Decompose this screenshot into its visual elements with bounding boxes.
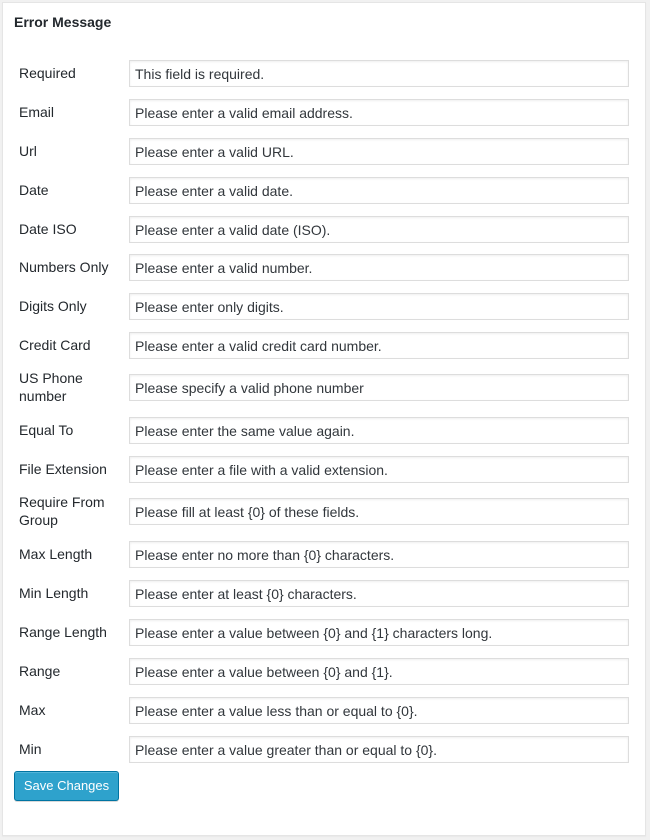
field-label: Require From Group	[19, 494, 105, 528]
error-message-input[interactable]	[129, 216, 629, 243]
error-message-input[interactable]	[129, 619, 629, 646]
save-changes-button[interactable]: Save Changes	[14, 771, 119, 801]
error-message-input[interactable]	[129, 658, 629, 685]
field-label: Min Length	[19, 585, 89, 601]
error-message-panel	[2, 2, 646, 836]
error-message-input[interactable]	[129, 417, 629, 444]
field-label: Range Length	[19, 624, 107, 640]
error-message-input[interactable]	[129, 60, 629, 87]
field-label: Date	[19, 182, 49, 198]
error-message-input[interactable]	[129, 293, 629, 320]
field-label: Date ISO	[19, 221, 77, 237]
field-label: Credit Card	[19, 337, 91, 353]
field-label: Max Length	[19, 546, 93, 562]
field-label: Url	[19, 143, 37, 159]
field-label: US Phone number	[19, 370, 83, 404]
error-message-input[interactable]	[129, 580, 629, 607]
error-message-input[interactable]	[129, 177, 629, 204]
field-label: File Extension	[19, 461, 107, 477]
field-label: Range	[19, 663, 61, 679]
field-label: Required	[19, 65, 76, 81]
panel-title: Error Message	[14, 14, 112, 30]
field-label: Max	[19, 702, 46, 718]
error-message-input[interactable]	[129, 456, 629, 483]
error-message-input[interactable]	[129, 736, 629, 763]
error-message-input[interactable]	[129, 138, 629, 165]
error-message-input[interactable]	[129, 498, 629, 525]
error-message-input[interactable]	[129, 99, 629, 126]
field-label: Numbers Only	[19, 259, 109, 275]
field-label: Equal To	[19, 422, 74, 438]
field-label: Min	[19, 741, 42, 757]
field-label: Digits Only	[19, 298, 87, 314]
error-message-input[interactable]	[129, 254, 629, 281]
error-message-input[interactable]	[129, 374, 629, 401]
error-message-input[interactable]	[129, 332, 629, 359]
error-message-input[interactable]	[129, 541, 629, 568]
field-label: Email	[19, 104, 55, 120]
error-message-input[interactable]	[129, 697, 629, 724]
